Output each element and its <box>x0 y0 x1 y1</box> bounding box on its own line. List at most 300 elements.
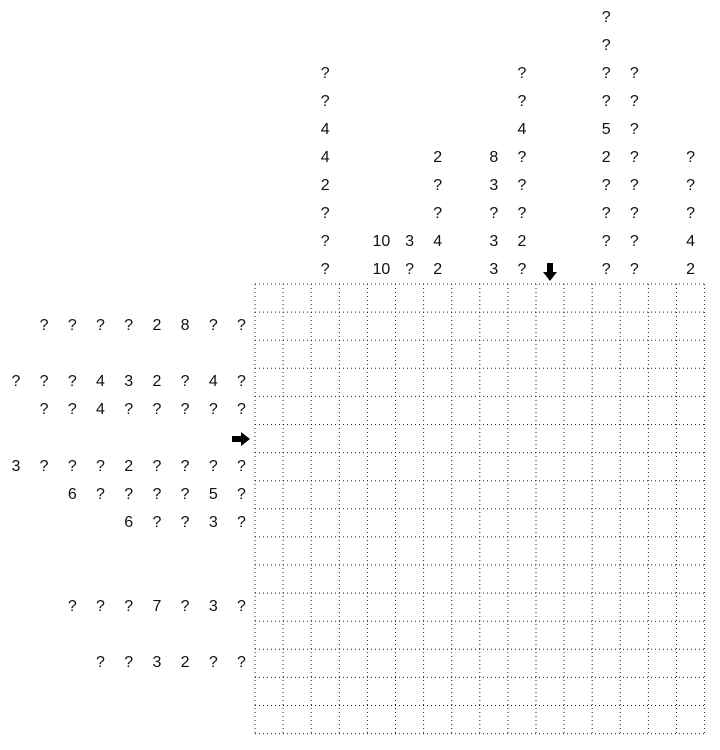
grid-cell[interactable] <box>536 621 564 649</box>
grid-cell[interactable] <box>396 396 424 424</box>
grid-cell[interactable] <box>424 312 452 340</box>
grid-cell[interactable] <box>255 481 283 509</box>
grid-cell[interactable] <box>424 565 452 593</box>
grid-cell[interactable] <box>564 706 592 734</box>
grid-cell[interactable] <box>283 565 311 593</box>
grid-cell[interactable] <box>367 677 395 705</box>
grid-cell[interactable] <box>396 509 424 537</box>
grid-cell[interactable] <box>255 368 283 396</box>
grid-cell[interactable] <box>396 312 424 340</box>
column-clue: ? <box>601 260 611 278</box>
grid-cell[interactable] <box>283 593 311 621</box>
grid-cell[interactable] <box>396 565 424 593</box>
grid-cell[interactable] <box>452 593 480 621</box>
grid-cell[interactable] <box>452 340 480 368</box>
grid-cell[interactable] <box>311 453 339 481</box>
grid-cell[interactable] <box>367 340 395 368</box>
column-clue: ? <box>405 260 414 278</box>
grid-cell[interactable] <box>255 509 283 537</box>
column-clue: ? <box>601 36 611 54</box>
grid-cell[interactable] <box>255 340 283 368</box>
grid-cell[interactable] <box>620 284 648 312</box>
grid-cell[interactable] <box>677 312 705 340</box>
grid-cell[interactable] <box>564 368 592 396</box>
grid-cell[interactable] <box>620 368 648 396</box>
grid-cell[interactable] <box>367 649 395 677</box>
grid-cell[interactable] <box>367 368 395 396</box>
grid-cell[interactable] <box>620 509 648 537</box>
grid-cell[interactable] <box>255 565 283 593</box>
column-clue: ? <box>629 64 639 82</box>
grid-cell[interactable] <box>480 593 508 621</box>
grid-cell[interactable] <box>396 677 424 705</box>
grid-cell[interactable] <box>255 396 283 424</box>
grid-cell[interactable] <box>592 312 620 340</box>
grid-cell[interactable] <box>592 509 620 537</box>
grid-cell[interactable] <box>648 425 676 453</box>
grid-cell[interactable] <box>677 340 705 368</box>
grid-cell[interactable] <box>255 677 283 705</box>
grid-cell[interactable] <box>255 453 283 481</box>
grid-cell[interactable] <box>508 593 536 621</box>
grid-cell[interactable] <box>283 396 311 424</box>
column-clue: ? <box>517 92 527 110</box>
grid-cell[interactable] <box>648 593 676 621</box>
grid-cell[interactable] <box>396 621 424 649</box>
grid-cell[interactable] <box>480 706 508 734</box>
grid-cell[interactable] <box>620 565 648 593</box>
grid-cell[interactable] <box>480 677 508 705</box>
grid-cell[interactable] <box>283 340 311 368</box>
grid-cell[interactable] <box>648 621 676 649</box>
row-clue: ? <box>96 317 105 335</box>
arrow-down-icon <box>540 262 560 282</box>
grid-cell[interactable] <box>592 396 620 424</box>
column-clue: 3 <box>405 232 414 250</box>
grid-cell[interactable] <box>564 593 592 621</box>
grid-cell[interactable] <box>255 621 283 649</box>
grid-cell[interactable] <box>648 284 676 312</box>
row-clue: ? <box>96 598 105 616</box>
grid-cell[interactable] <box>311 284 339 312</box>
grid-cell[interactable] <box>648 312 676 340</box>
grid-cell[interactable] <box>452 565 480 593</box>
grid-cell[interactable] <box>536 481 564 509</box>
grid-cell[interactable] <box>508 677 536 705</box>
grid-cell[interactable] <box>508 537 536 565</box>
grid-cell[interactable] <box>283 621 311 649</box>
grid-cell[interactable] <box>648 368 676 396</box>
row-clue: ? <box>39 401 49 419</box>
grid-cell[interactable] <box>508 481 536 509</box>
grid-cell[interactable] <box>396 284 424 312</box>
grid-cell[interactable] <box>339 481 367 509</box>
grid-cell[interactable] <box>564 621 592 649</box>
grid-cell[interactable] <box>367 396 395 424</box>
grid-cell[interactable] <box>620 706 648 734</box>
grid-cell[interactable] <box>536 509 564 537</box>
grid-cell[interactable] <box>452 621 480 649</box>
grid-cell[interactable] <box>592 621 620 649</box>
grid-cell[interactable] <box>592 368 620 396</box>
grid-cell[interactable] <box>508 706 536 734</box>
grid-cell[interactable] <box>536 649 564 677</box>
grid-cell[interactable] <box>508 453 536 481</box>
grid-cell[interactable] <box>508 340 536 368</box>
grid-cell[interactable] <box>592 284 620 312</box>
grid-cell[interactable] <box>311 509 339 537</box>
column-clue: ? <box>601 204 611 222</box>
grid-cell[interactable] <box>620 312 648 340</box>
grid-cell[interactable] <box>367 706 395 734</box>
grid-cell[interactable] <box>536 425 564 453</box>
grid-cell[interactable] <box>367 621 395 649</box>
grid-cell[interactable] <box>677 565 705 593</box>
grid-cell[interactable] <box>564 284 592 312</box>
grid-cell[interactable] <box>480 509 508 537</box>
column-clue: ? <box>489 204 499 222</box>
grid-cell[interactable] <box>480 368 508 396</box>
grid-cell[interactable] <box>480 425 508 453</box>
grid-cell[interactable] <box>311 565 339 593</box>
grid-cell[interactable] <box>452 453 480 481</box>
grid-cell[interactable] <box>508 621 536 649</box>
grid-cell[interactable] <box>648 340 676 368</box>
grid-cell[interactable] <box>339 340 367 368</box>
grid-cell[interactable] <box>424 284 452 312</box>
grid-cell[interactable] <box>452 425 480 453</box>
grid-cell[interactable] <box>677 649 705 677</box>
grid-cell[interactable] <box>677 537 705 565</box>
grid-cell[interactable] <box>311 537 339 565</box>
grid-cell[interactable] <box>367 425 395 453</box>
grid-cell[interactable] <box>255 649 283 677</box>
grid-cell[interactable] <box>536 284 564 312</box>
grid-cell[interactable] <box>339 396 367 424</box>
grid-cell[interactable] <box>396 453 424 481</box>
grid-cell[interactable] <box>396 706 424 734</box>
grid-cell[interactable] <box>480 453 508 481</box>
grid-cell[interactable] <box>677 284 705 312</box>
grid-cell[interactable] <box>536 677 564 705</box>
grid-cell[interactable] <box>536 537 564 565</box>
grid-cell[interactable] <box>648 706 676 734</box>
grid-cell[interactable] <box>648 565 676 593</box>
grid-cell[interactable] <box>424 396 452 424</box>
grid-cell[interactable] <box>480 340 508 368</box>
grid-cell[interactable] <box>564 537 592 565</box>
grid-cell[interactable] <box>367 537 395 565</box>
grid-cell[interactable] <box>283 706 311 734</box>
grid-cell[interactable] <box>452 396 480 424</box>
grid-cell[interactable] <box>480 565 508 593</box>
grid-cell[interactable] <box>339 593 367 621</box>
row-clue: ? <box>11 373 21 391</box>
grid-cell[interactable] <box>677 425 705 453</box>
grid-cell[interactable] <box>339 537 367 565</box>
grid-cell[interactable] <box>480 621 508 649</box>
grid-cell[interactable] <box>648 537 676 565</box>
column-clue: ? <box>320 232 330 250</box>
grid-cell[interactable] <box>311 677 339 705</box>
grid-cell[interactable] <box>508 649 536 677</box>
grid-cell[interactable] <box>480 396 508 424</box>
grid-cell[interactable] <box>508 396 536 424</box>
grid-cell[interactable] <box>452 537 480 565</box>
grid-cell[interactable] <box>424 677 452 705</box>
grid-cell[interactable] <box>339 284 367 312</box>
row-clue: ? <box>237 598 246 616</box>
grid-cell[interactable] <box>592 565 620 593</box>
column-clue: 2 <box>686 260 695 278</box>
grid-cell[interactable] <box>311 396 339 424</box>
column-clue: 10 <box>372 232 391 250</box>
grid-cell[interactable] <box>452 312 480 340</box>
row-clue: ? <box>152 457 162 475</box>
grid-cell[interactable] <box>536 706 564 734</box>
grid-cell[interactable] <box>508 312 536 340</box>
grid-cell[interactable] <box>255 312 283 340</box>
grid-cell[interactable] <box>255 706 283 734</box>
column-clue: 2 <box>433 260 443 278</box>
grid-cell[interactable] <box>648 453 676 481</box>
grid-cell[interactable] <box>677 481 705 509</box>
grid-cell[interactable] <box>536 453 564 481</box>
grid-cell[interactable] <box>452 284 480 312</box>
grid-cell[interactable] <box>564 509 592 537</box>
grid-cell[interactable] <box>424 453 452 481</box>
grid-cell[interactable] <box>367 509 395 537</box>
grid-cell[interactable] <box>677 453 705 481</box>
grid-cell[interactable] <box>424 425 452 453</box>
grid-cell[interactable] <box>677 368 705 396</box>
grid-cell[interactable] <box>367 453 395 481</box>
grid-cell[interactable] <box>677 706 705 734</box>
grid-cell[interactable] <box>367 481 395 509</box>
grid-cell[interactable] <box>424 509 452 537</box>
column-clue: ? <box>320 260 330 278</box>
column-clue: ? <box>320 92 330 110</box>
row-clue: ? <box>67 317 77 335</box>
grid-cell[interactable] <box>396 340 424 368</box>
grid-cell[interactable] <box>311 368 339 396</box>
grid-cell[interactable] <box>592 677 620 705</box>
grid-cell[interactable] <box>648 396 676 424</box>
grid-cell[interactable] <box>283 312 311 340</box>
grid-cell[interactable] <box>508 368 536 396</box>
grid-cell[interactable] <box>677 396 705 424</box>
grid-cell[interactable] <box>648 481 676 509</box>
grid-cell[interactable] <box>339 509 367 537</box>
row-clue: 8 <box>180 317 190 335</box>
grid-cell[interactable] <box>283 537 311 565</box>
grid-cell[interactable] <box>536 593 564 621</box>
grid-cell[interactable] <box>396 481 424 509</box>
grid-cell[interactable] <box>648 677 676 705</box>
grid-cell[interactable] <box>508 565 536 593</box>
column-clue: 5 <box>601 120 611 138</box>
row-clue: ? <box>124 485 134 503</box>
grid-cell[interactable] <box>452 649 480 677</box>
grid-cell[interactable] <box>620 677 648 705</box>
grid-cell[interactable] <box>396 593 424 621</box>
column-clue: ? <box>629 92 639 110</box>
grid-cell[interactable] <box>564 340 592 368</box>
grid-cell[interactable] <box>592 649 620 677</box>
grid-cell[interactable] <box>480 284 508 312</box>
grid-cell[interactable] <box>508 509 536 537</box>
grid-cell[interactable] <box>620 396 648 424</box>
grid-cell[interactable] <box>648 649 676 677</box>
grid-cell[interactable] <box>339 677 367 705</box>
grid-cell[interactable] <box>396 537 424 565</box>
row-clue: ? <box>208 317 218 335</box>
grid-cell[interactable] <box>283 481 311 509</box>
grid-cell[interactable] <box>367 593 395 621</box>
grid-cell[interactable] <box>564 481 592 509</box>
grid-cell[interactable] <box>508 425 536 453</box>
grid-cell[interactable] <box>396 649 424 677</box>
grid-cell[interactable] <box>396 368 424 396</box>
grid-cell[interactable] <box>339 565 367 593</box>
row-clue: ? <box>124 598 134 616</box>
grid-cell[interactable] <box>592 481 620 509</box>
grid-cell[interactable] <box>592 453 620 481</box>
grid-cell[interactable] <box>620 537 648 565</box>
grid-cell[interactable] <box>339 706 367 734</box>
grid-cell[interactable] <box>311 481 339 509</box>
grid-cell[interactable] <box>452 677 480 705</box>
grid-cell[interactable] <box>564 649 592 677</box>
grid-cell[interactable] <box>283 649 311 677</box>
grid-cell[interactable] <box>339 368 367 396</box>
grid-cell[interactable] <box>564 396 592 424</box>
grid-cell[interactable] <box>311 340 339 368</box>
column-clue: 2 <box>433 148 443 166</box>
row-clue: ? <box>67 373 77 391</box>
grid-cell[interactable] <box>620 340 648 368</box>
grid-cell[interactable] <box>311 593 339 621</box>
grid-cell[interactable] <box>424 368 452 396</box>
grid-cell[interactable] <box>677 509 705 537</box>
grid-cell[interactable] <box>367 284 395 312</box>
grid-cell[interactable] <box>592 537 620 565</box>
grid-cell[interactable] <box>677 621 705 649</box>
grid-cell[interactable] <box>367 565 395 593</box>
grid-cell[interactable] <box>311 312 339 340</box>
grid-cell[interactable] <box>424 706 452 734</box>
grid-cell[interactable] <box>283 677 311 705</box>
grid-cell[interactable] <box>283 284 311 312</box>
grid-cell[interactable] <box>592 340 620 368</box>
grid-cell[interactable] <box>283 368 311 396</box>
grid-cell[interactable] <box>283 425 311 453</box>
grid-cell[interactable] <box>396 425 424 453</box>
grid-cell[interactable] <box>311 706 339 734</box>
grid-cell[interactable] <box>424 481 452 509</box>
grid-cell[interactable] <box>255 284 283 312</box>
grid-cell[interactable] <box>339 649 367 677</box>
grid-cell[interactable] <box>255 593 283 621</box>
grid-cell[interactable] <box>564 565 592 593</box>
grid-cell[interactable] <box>592 706 620 734</box>
grid-cell[interactable] <box>620 593 648 621</box>
grid-cell[interactable] <box>620 453 648 481</box>
grid-cell[interactable] <box>424 593 452 621</box>
grid-cell[interactable] <box>339 621 367 649</box>
grid-cell[interactable] <box>648 509 676 537</box>
column-clue: ? <box>433 204 443 222</box>
row-clue: ? <box>237 373 246 391</box>
grid-cell[interactable] <box>283 453 311 481</box>
column-clue: ? <box>601 92 611 110</box>
row-clue: ? <box>208 457 218 475</box>
grid-cell[interactable] <box>424 621 452 649</box>
grid-cell[interactable] <box>620 649 648 677</box>
grid-cell[interactable] <box>480 312 508 340</box>
column-clue: 4 <box>433 232 443 250</box>
row-clue: ? <box>180 513 190 531</box>
column-clue: 4 <box>686 232 695 250</box>
grid-cell[interactable] <box>564 312 592 340</box>
row-clue: ? <box>67 598 77 616</box>
column-clue: 4 <box>320 148 330 166</box>
grid-cell[interactable] <box>592 593 620 621</box>
grid-cell[interactable] <box>480 481 508 509</box>
grid-cell[interactable] <box>311 649 339 677</box>
grid-cell[interactable] <box>480 649 508 677</box>
grid-cell[interactable] <box>311 425 339 453</box>
grid-cell[interactable] <box>452 509 480 537</box>
grid-cell[interactable] <box>424 340 452 368</box>
grid-cell[interactable] <box>564 453 592 481</box>
grid-cell[interactable] <box>424 649 452 677</box>
row-clue: ? <box>152 513 162 531</box>
grid-cell[interactable] <box>508 284 536 312</box>
grid-cell[interactable] <box>424 537 452 565</box>
grid-cell[interactable] <box>536 312 564 340</box>
grid-cell[interactable] <box>536 565 564 593</box>
grid-cell[interactable] <box>536 368 564 396</box>
grid-cell[interactable] <box>564 425 592 453</box>
grid-cell[interactable] <box>255 425 283 453</box>
grid-cell[interactable] <box>564 677 592 705</box>
grid-cell[interactable] <box>677 677 705 705</box>
grid-cell[interactable] <box>452 706 480 734</box>
grid-cell[interactable] <box>452 368 480 396</box>
grid-cell[interactable] <box>536 396 564 424</box>
grid-cell[interactable] <box>620 425 648 453</box>
grid-cell[interactable] <box>339 425 367 453</box>
column-clue: ? <box>320 204 330 222</box>
grid-cell[interactable] <box>283 509 311 537</box>
grid-cell[interactable] <box>677 593 705 621</box>
grid-cell[interactable] <box>620 481 648 509</box>
row-clue: ? <box>180 457 190 475</box>
grid-cell[interactable] <box>620 621 648 649</box>
grid-cell[interactable] <box>255 537 283 565</box>
grid-cell[interactable] <box>311 621 339 649</box>
grid-cell[interactable] <box>592 425 620 453</box>
grid-cell[interactable] <box>480 537 508 565</box>
grid-cell[interactable] <box>339 312 367 340</box>
column-clue: 3 <box>489 232 499 250</box>
grid-cell[interactable] <box>367 312 395 340</box>
grid-cell[interactable] <box>536 340 564 368</box>
grid-cell[interactable] <box>339 453 367 481</box>
grid-cell[interactable] <box>452 481 480 509</box>
column-clue: ? <box>517 148 527 166</box>
